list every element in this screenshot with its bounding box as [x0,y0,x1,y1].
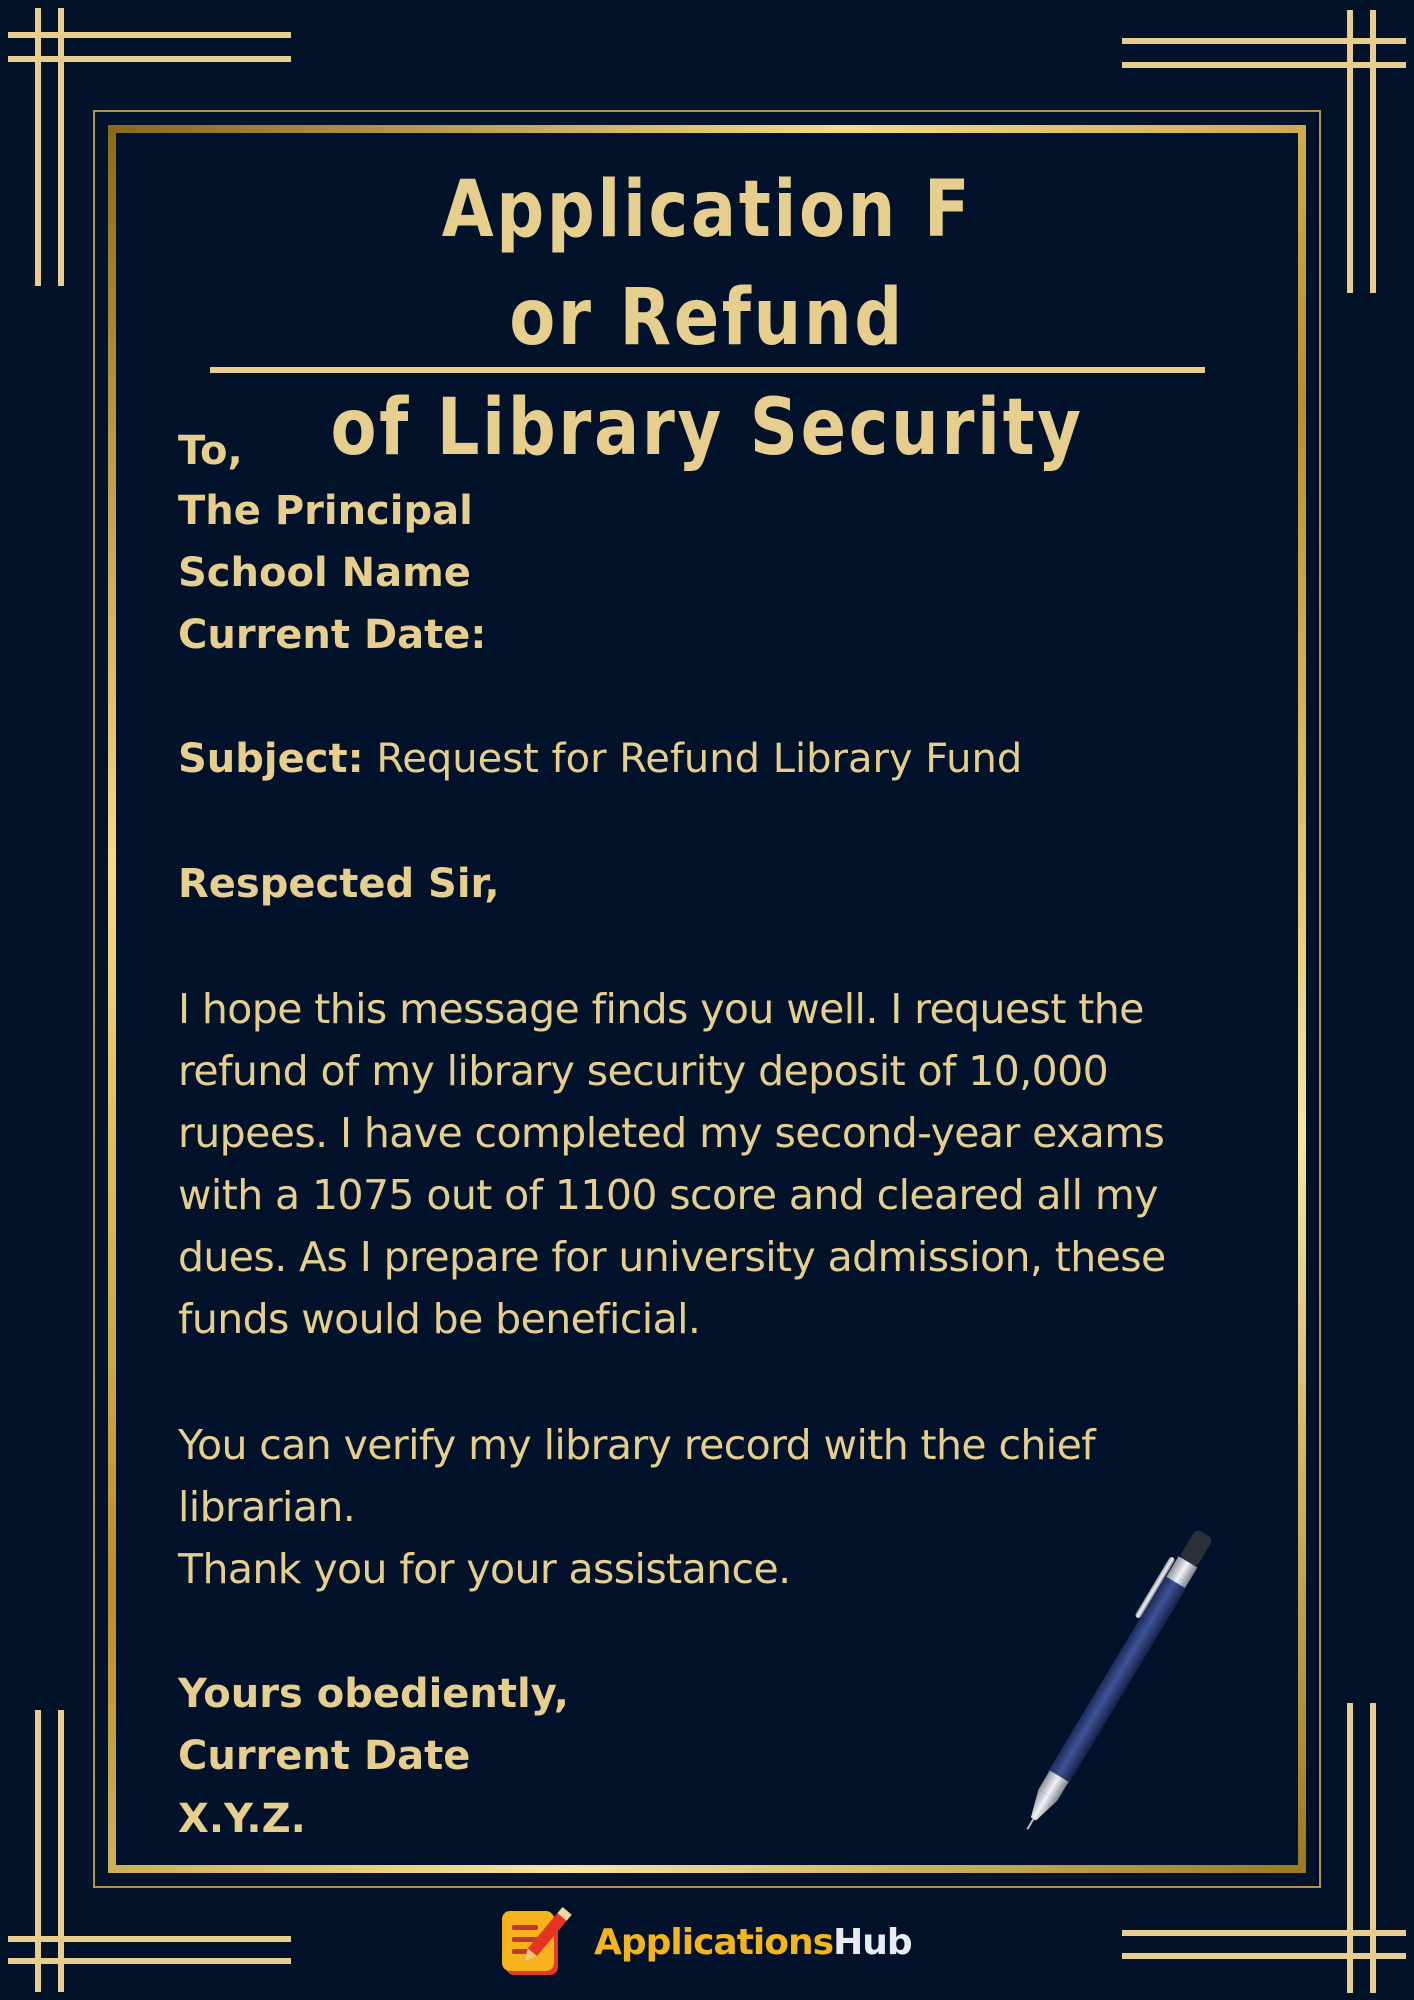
pen-icon [1010,1505,1230,1845]
logo-wordmark: ApplicationsHub [594,1922,912,1963]
address-school: School Name [178,550,471,596]
subject-line [178,728,1022,790]
title-line-2: or Refund [509,273,905,363]
body-paragraph [178,978,1268,1350]
signoff-name: X.Y.Z. [178,1796,306,1842]
body-line: refund of my library security deposit of 10,000 [178,1047,1109,1095]
body-line: funds would be beneficial. [178,1295,701,1343]
subject-label: Subject: [178,736,364,782]
address-to: To, [178,428,243,474]
address-date: Current Date: [178,612,487,658]
body-line: I hope this message finds you well. I request the [178,985,1144,1033]
title-line-1: Application F [441,165,973,255]
body-line: with a 1075 out of 1100 score and cleared all my [178,1171,1158,1219]
closing-line: Thank you for your assistance. [178,1545,791,1593]
signoff-date: Current Date [178,1733,471,1779]
title-line-3: of Library Security [330,383,1084,473]
closing-line: librarian. [178,1483,356,1531]
document-pencil-icon [500,1905,588,1980]
signoff-closing: Yours obediently, [178,1671,569,1717]
body-line: rupees. I have completed my second-year exams [178,1109,1165,1157]
salutation: Respected Sir, [178,861,500,907]
subject-text: Request for Refund Library Fund [376,736,1023,782]
closing-line: You can verify my library record with the chief [178,1421,1096,1469]
body-line: dues. As I prepare for university admission, these [178,1233,1166,1281]
address-recipient: The Principal [178,488,473,534]
applicationshub-logo [500,1905,912,1980]
title-divider [210,367,1205,373]
